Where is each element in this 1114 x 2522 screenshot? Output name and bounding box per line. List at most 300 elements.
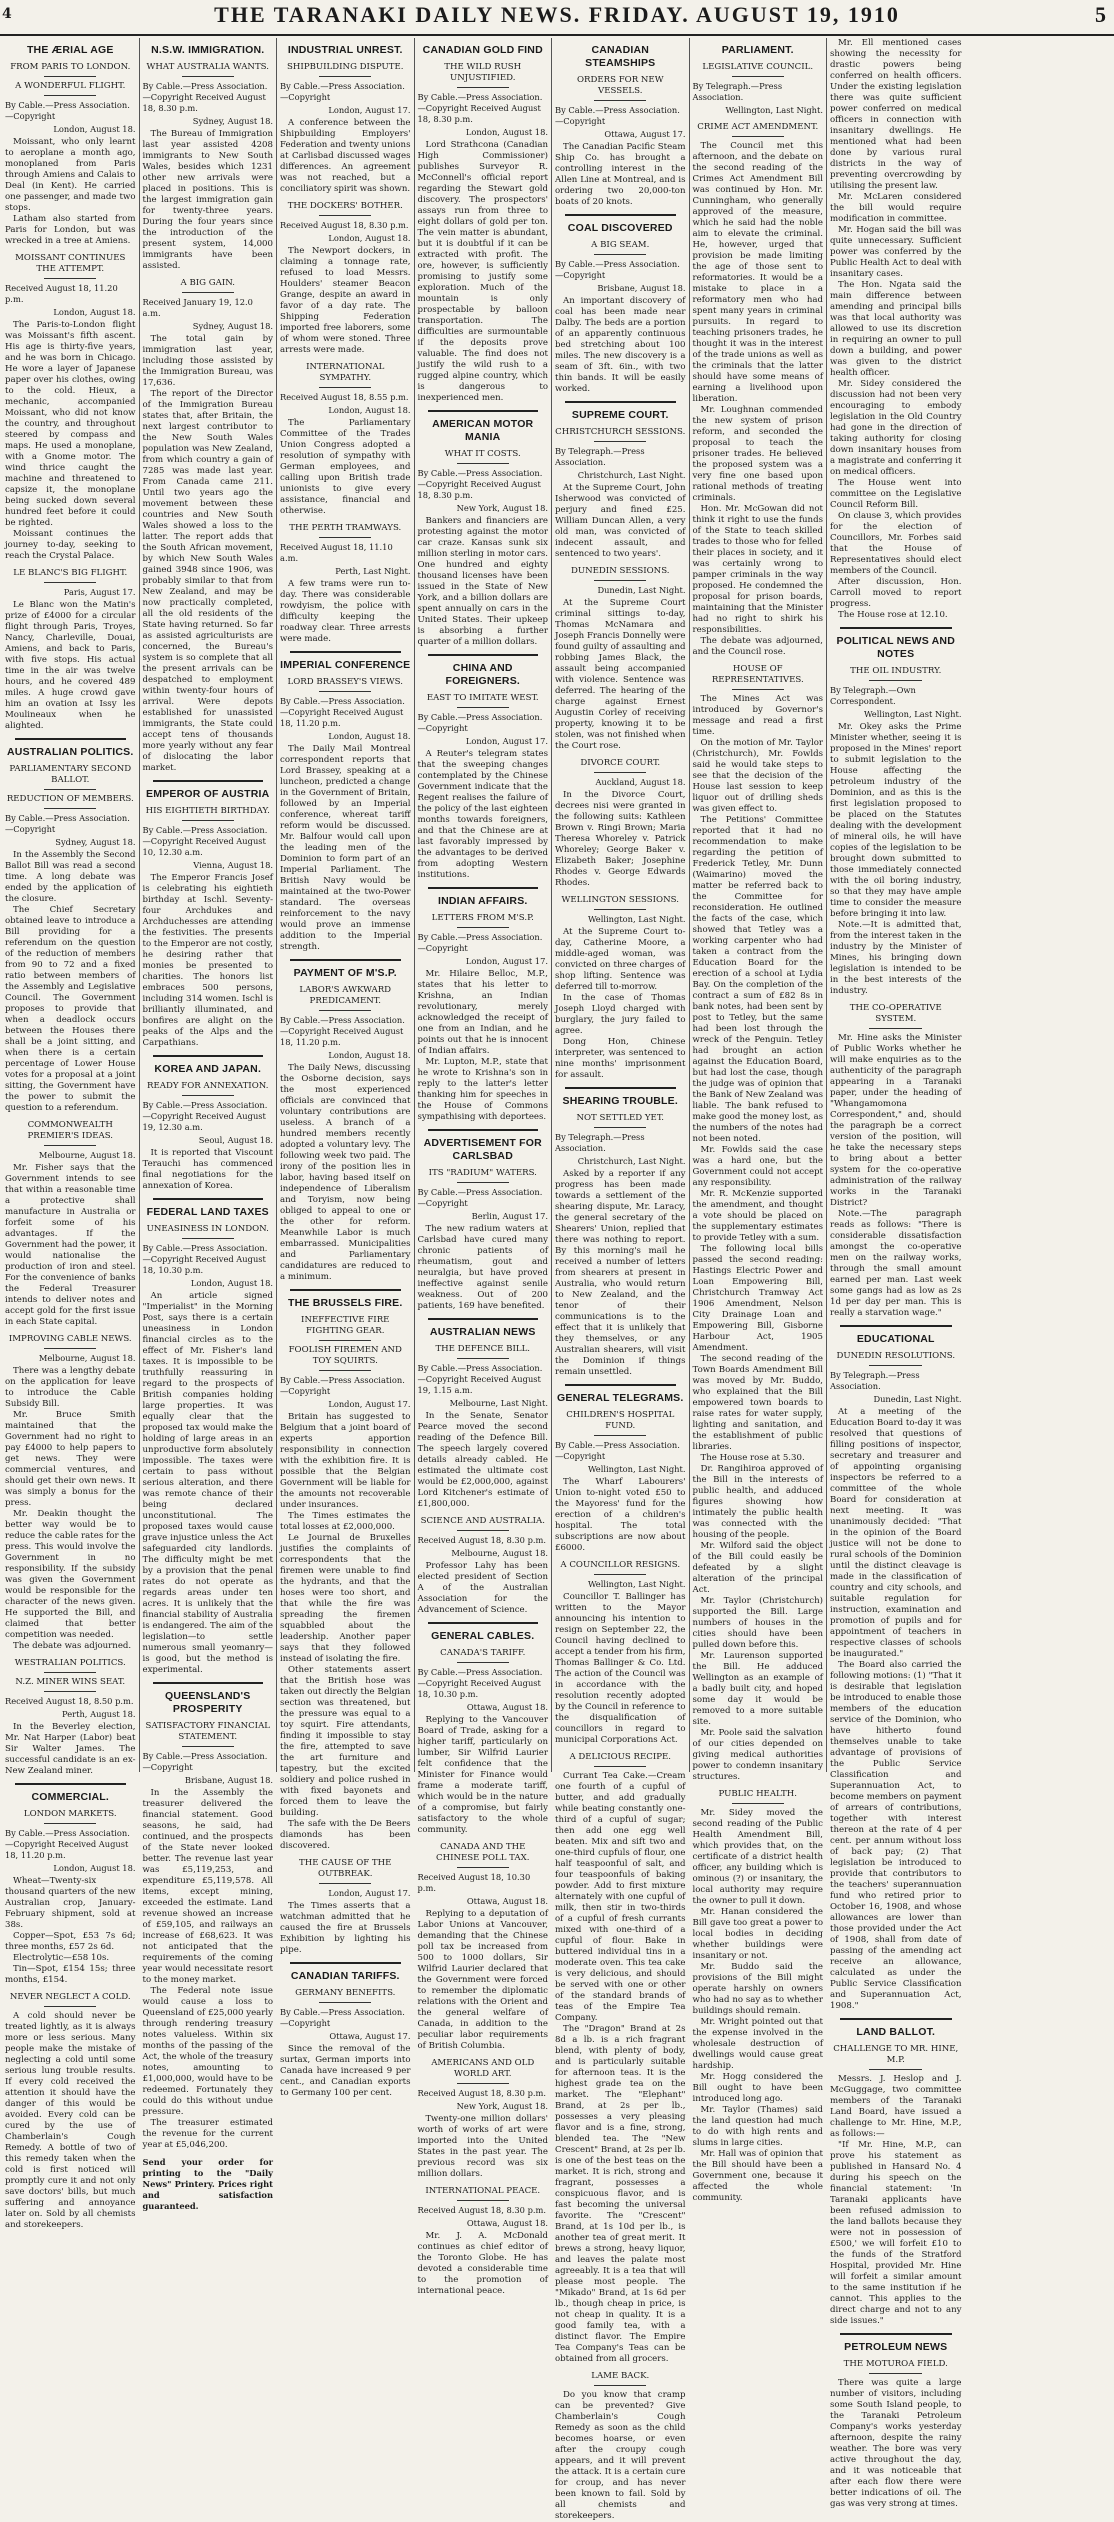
article-byline: By Cable.—Press Association.—Copyright Received August 18, 8.30 p.m.	[417, 468, 543, 500]
article-paragraph: Electrolytic—£58 10s.	[13, 1953, 110, 1963]
article-paragraph: Note.—The paragraph reads as follows: "There is considerable dissatisfaction amongst the co-operative men on the railway works, through the small amount earned per man. Last week some gangs had as low as 2s 1d per day per man. This is really a starvation wage."	[830, 1209, 962, 1318]
article-paragraph: Moissant, who only learnt to aeroplane a month ago, monoplaned from Paris through Amiens and Calais to Deal (in Kent). He carried one passenger, and made two stops.	[5, 137, 136, 213]
article-byline: By Cable.—Press Association.—Copyright Received August 18, 8.30 p.m.	[142, 81, 268, 113]
article-subheading: FOOLISH FIREMEN AND TOY SQUIRTS.	[288, 1345, 402, 1366]
article-subheading: DIVORCE COURT.	[580, 758, 661, 768]
article-dateline: New York, August 18.	[456, 503, 548, 513]
article-paragraph: A cold should never be treated lightly, as it is always more or less serious. Many people make the mistake of neglecting a cold until some serious lung trouble results. If every cold received the attention it should have the danger of this would be avoided. Every cold can be cured by the use of Chamberlain's Cough Remedy. A bottle of two of this remedy taken when the cold is first noticed will promptly cure it and not only save doctors' bills, but much suffering and annoyance later on. Sold by all chemists and storekeepers.	[5, 2011, 136, 2230]
article-byline: Received August 18, 8.30 p.m.	[280, 220, 409, 230]
article-subheading: FROM PARIS TO LONDON.	[10, 62, 131, 72]
article-paragraph: Mr. R. McKenzie supported the amendment, and thought a vote should be placed on the supplementary estimates to provide Tetley with a sum.	[692, 1189, 823, 1243]
article-subheading: INTERNATIONAL PEACE.	[425, 2186, 541, 2196]
article-byline: By Cable.—Press Association.—Copyright	[5, 100, 130, 121]
subheading-rule	[457, 463, 509, 464]
subheading-rule	[44, 1823, 96, 1824]
article-paragraph: Britain has suggested to Belgium that a joint board of experts apportion responsibility in connection with the exhibition fire. It is possible that the Belgian Government will be liable for the amounts not recoverable under insurances.	[280, 1412, 411, 1510]
article-paragraph: Messrs. J. Heslop and J. McGuggage, two committee members of the Taranaki Land Board, have issued a challenge to Mr. Hine, M.P., as follows:—	[830, 2074, 962, 2139]
subheading-rule	[319, 1010, 371, 1011]
article-subheading: A BIG SEAM.	[591, 240, 650, 250]
article-subheading: THE CO-OPERATIVE SYSTEM.	[849, 1003, 942, 1024]
article-paragraph: The treasurer estimated the revenue for the current year at £5,046,200.	[142, 2118, 273, 2150]
article-paragraph: The "Dragon" Brand at 2s 8d a lb. is a rich fragrant blend, with plenty of body, and is particularly suitable for afternoon teas. It is the highest grade tea on the market. The "Elephant" Brand, at 2s per lb., possesses a very pleasing flavor and is a fine, strong, blended tea. The "New Crescent" Brand, at 2s per lb. is one of the best teas on the market. It is rich, strong and fragrant, possesses a conspicuous flavor, and is fast becoming the universal favorite. The "Crescent" Brand, at 1s 10d per lb., is another tea of great merit. It brews a strong, heavy liquor, and leaves the palate most agreeably. It is a tea that will please most people. The "Mikado" Brand, at 1s 6d per lb., though cheap in price, is not cheap in quality. It is a good family tea, with a distinct flavor. The Empire Tea Company's Teas can be obtained from all grocers.	[555, 2024, 686, 2364]
article-paragraph: Mr. Fisher says that the Government intends to see that within a reasonable time a protective shall manufacture in Australia or forfeit some of his advantages. If the Government had the power, it would nationalise the production of iron and steel. For the convenience of banks the Federal Treasurer intends to deliver notes and accept gold for the first issue in each State capital.	[5, 1163, 136, 1327]
subheading-rule	[182, 76, 234, 77]
article-headline: THE BRUSSELS FIRE.	[288, 1297, 403, 1309]
subheading-rule	[869, 680, 922, 681]
article-headline: IMPERIAL CONFERENCE	[280, 659, 411, 671]
subheading-rule	[182, 820, 234, 821]
article	[830, 627, 962, 997]
article	[5, 738, 136, 1114]
columns	[2, 38, 1110, 2521]
article-byline: By Cable.—Press Association.—Copyright	[280, 81, 405, 102]
article-dateline: Brisbane, August 18.	[184, 1775, 273, 1785]
article-paragraph: Mr. Okey asks the Prime Minister whether, seeing it is proposed in the Mines' report to submit legislation to the House affecting the petroleum industry of the Dominion, and as this is the first legislation proposed to be placed on the Statutes dealing with the development of mineral oils, he will have copies of the legislation to be brought down submitted to those immediately connected with the oil boring industry, so that they may have ample time to consider the measure before bringing it into law.	[830, 722, 962, 919]
article-headline: CHINA AND FOREIGNERS.	[445, 662, 521, 687]
article-byline: Received August 18, 8.50 p.m.	[5, 1696, 134, 1706]
article-byline: By Cable.—Press Association.—Copyright	[417, 932, 543, 953]
subheading-rule	[319, 387, 371, 388]
article-paragraph: At the Supreme Court, John Isherwood was convicted of perjury and fined £25. William Duncan Allen, a very old man, was convicted of indecent assault, and sentenced to two years'.	[555, 483, 686, 559]
article	[5, 568, 136, 732]
article-subheading: LAME BACK.	[591, 2371, 650, 2381]
article-subheading: THE DEFENCE BILL.	[435, 1344, 531, 1354]
article-dateline: London, August 17.	[328, 1888, 411, 1898]
subheading-rule	[457, 1662, 509, 1663]
article-dateline: London, August 18.	[53, 307, 136, 317]
article-dateline: Christchurch, Last Night.	[577, 1156, 686, 1166]
article	[555, 214, 686, 395]
subheading-rule	[594, 772, 646, 773]
article-subheading: THE WILD RUSH UNJUSTIFIED.	[444, 62, 522, 83]
article	[143, 278, 274, 774]
article-paragraph: The House rose at 12.10.	[838, 610, 948, 620]
article-dateline: Wellington, Last Night.	[725, 105, 823, 115]
article-byline: By Cable.—Press Association.—Copyright	[280, 2007, 405, 2028]
article-byline: Received January 19, 12.0 a.m.	[142, 297, 253, 318]
subheading-rule	[44, 582, 96, 583]
article-dateline: Melbourne, August 18.	[38, 1353, 136, 1363]
news-column-5	[552, 38, 690, 2521]
article-paragraph: An article signed "Imperialist" in the Morning Post, says there is a certain uneasiness in London financial circles as to the effect of Mr. Fisher's land taxes. It is impossible to be truthfully reassuring in regard to the prospects of British companies holding large properties. It was equally clear that the proposed tax would make the holding of large areas in an unproductive form absolutely impossible. The taxes were certain to pass without serious alteration, and there was remote chance of their being declared unconstitutional. The proposed taxes would cause grave injustice unless the Act safeguarded city landlords. The difficulty might be met by a provision that the penal rates do not operate as regards areas under ten acres. It is unlikely that the financial stability of Australia is endangered. The aim of the legislation—to settle numerous small yeomanry—is good, but the method is experimental.	[142, 1291, 273, 1675]
article-subheading: SHIPBUILDING DISPUTE.	[287, 62, 404, 72]
article-paragraph: On the motion of Mr. Taylor (Christchurch), Mr. Fowlds said he would take steps to see that the decision of the House last session to keep liquor out of drilling sheds was given effect to.	[692, 738, 823, 814]
article-byline: By Cable.—Press Association.—Copyright Received August 10, 12.30 a.m.	[142, 825, 268, 857]
article-paragraph: Professor Lahy has been elected president of Section A of the Australian Association for the Advancement of Science.	[417, 1561, 548, 1615]
masthead	[0, 0, 1114, 36]
article-paragraph: Twenty-one million dollars' worth of works of art were imported into the United States in the past year. The previous record was six million dollars.	[417, 2114, 548, 2179]
article-subheading: PARLIAMENTARY SECOND BALLOT.	[9, 764, 132, 785]
article-paragraph: The Petitions' Committee reported that it had no recommendation to make regarding the petition of Frederick Tetley, Mr. Dunn (Waimarino) moved the matter be referred back to the Committee for reconsideration. He outlined the facts of the case, which showed that Tetley was a working carpenter who had taken a contract from the Education Board for the erection of a school at Lydia Bay. On the completion of the contract a sum of £82 8s in bank notes, had been sent by post to Tetley, but the same had been lost through the wreck of the Penguin. Tetley had brought an action against the Education Board, but had lost the case, though the judge was of opinion that the Bank of New Zealand was liable. The bank refused to make good the money lost, as the numbers of the notes had not been noted.	[692, 815, 823, 1144]
article-dateline: Sydney, August 18.	[192, 321, 273, 331]
subheading-rule	[457, 1530, 509, 1531]
subheading-rule	[594, 100, 646, 101]
article-paragraph: Mr. Deakin thought the better way would be to reduce the cable rates for the press. This would involve the Government in no responsibility. If the subsidy was given the Government would be responsible for the character of the news given. He supported the Bill, and claimed that better competition was needed.	[5, 1509, 136, 1640]
article-dateline: Berlin, August 17.	[471, 1211, 548, 1221]
article-headline: AUSTRALIAN POLITICS.	[7, 746, 134, 758]
article	[280, 38, 411, 195]
article-subheading: CHRISTCHURCH SESSIONS.	[555, 427, 686, 437]
article-byline: Received August 18, 11.20 p.m.	[5, 283, 118, 304]
article-headline: INDIAN AFFAIRS.	[437, 895, 528, 907]
article-paragraph: In the Assembly the Second Ballot Bill was read a second time. A long debate was ended by the application of the closure.	[5, 850, 136, 904]
article-dateline: London, August 18.	[328, 405, 411, 415]
article	[418, 654, 549, 881]
subheading-rule	[869, 2373, 922, 2374]
article	[555, 2371, 686, 2522]
article-paragraph: The debate was adjourned.	[13, 1641, 132, 1651]
article-headline: CANADIAN TARIFFS.	[290, 1970, 400, 1982]
article-subheading: LEGISLATIVE COUNCIL.	[702, 62, 814, 72]
news-column-2	[140, 38, 278, 2211]
article-paragraph: Le Blanc won the Matin's prize of £4000 for a circular flight through Paris, Troyes, Nancy, Charleville, Douai, Amiens, and back to Paris, with five stops. His actual time in the air was twelve hours, and he covered 489 miles. A huge crowd gave him an ovation at Issy les Moulineaux when he alighted.	[5, 600, 136, 731]
article	[143, 1055, 274, 1192]
article	[830, 2333, 962, 2510]
article-byline: By Cable.—Press Association.—Copyright	[417, 712, 543, 733]
article-paragraph: Mr. Bruce Smith maintained that the Government had no right to pay £4000 to help papers to get news. They were commercial ventures, and should get their own news. It was simply a bonus for the press.	[5, 1410, 136, 1508]
article-paragraph: Mr. Wilford said the object of the Bill could easily be defeated by a slight alteration of the principal Act.	[692, 1541, 823, 1595]
article	[5, 1334, 136, 1652]
article	[830, 1325, 962, 2012]
article-paragraph: The Mines Act was introduced by Governor's message and read a first time.	[692, 694, 823, 737]
article-dateline: Wellington, Last Night.	[587, 1464, 686, 1474]
article-subheading: ITS "RADIUM" WATERS.	[428, 1168, 537, 1178]
article-headline: COMMERCIAL.	[31, 1791, 109, 1803]
article-subheading: PUBLIC HEALTH.	[718, 1789, 798, 1799]
subheading-rule	[182, 1238, 234, 1239]
article-paragraph: The House went into committee on the Legislative Council Reform Bill.	[830, 478, 962, 510]
article-subheading: NEVER NEGLECT A COLD.	[9, 1992, 131, 2002]
article	[418, 1516, 549, 1616]
article-headline: THE ÆRIAL AGE	[26, 44, 114, 56]
article-paragraph: A few trams were run to-day. There was considerable rowdyism, the police with difficulty keeping the roadway clear. Three arrests were made.	[280, 579, 411, 644]
article-dateline: Ottawa, August 17.	[604, 129, 686, 139]
article-dateline: Melbourne, August 18.	[38, 1150, 136, 1160]
article	[5, 1992, 136, 2231]
article-paragraph: A conference between the Shipbuilding Employers' Federation and twenty unions at Carlisbad discussed wages differences. An agreement was not reached, but a conciliatory spirit was shown.	[280, 118, 411, 194]
article-dateline: Wellington, Last Night.	[587, 914, 686, 924]
article	[418, 1622, 549, 1836]
subheading-rule	[319, 537, 371, 538]
subheading-rule	[869, 2069, 922, 2070]
article-headline: SUPREME COURT.	[571, 409, 669, 421]
article-paragraph: Mr. Taylor (Thames) said the land question had much to do with high rents and slums in large cities.	[692, 2105, 823, 2148]
subheading-rule	[457, 707, 509, 708]
article-subheading: A DELICIOUS RECIPE.	[569, 1752, 672, 1762]
article-headline: N.S.W. IMMIGRATION.	[151, 44, 265, 56]
article-byline: By Cable.—Press Association.—Copyright	[142, 1751, 268, 1772]
subheading-rule	[44, 1348, 96, 1349]
article-paragraph: Mr. Taylor (Christchurch) supported the Bill. Large numbers of houses in the cities should have been pulled down before this.	[692, 1596, 823, 1650]
article-subheading: LETTERS FROM M'S.P.	[431, 913, 534, 923]
article-paragraph: Mr. Loughnan commended the new system of prison reform, and seconded the proposal to teach the prisoner trades. He believed the proposed system was a very fine one based upon rational methods of treating criminals.	[692, 405, 823, 503]
article-subheading: MOISSANT CONTINUES THE ATTEMPT.	[15, 253, 126, 274]
article-dateline: London, August 18.	[328, 1050, 411, 1060]
article-paragraph: Mr. Hilaire Belloc, M.P., states that his letter to Krishna, an Indian revolutionary, merely acknowledged the receipt of one from an Indian, and he points out that he is innocent of Indian affairs.	[417, 969, 548, 1056]
subheading-rule	[44, 278, 96, 279]
article-subheading: READY FOR ANNEXATION.	[147, 1081, 269, 1091]
article-paragraph: Mr. Fowlds said the case was a hard one, but the Government could not accept any responsibility.	[692, 1145, 823, 1188]
article-headline: EMPEROR OF AUSTRIA	[146, 788, 270, 800]
article-paragraph: The safe with the De Beers diamonds has been discovered.	[280, 1819, 411, 1851]
article	[418, 1318, 549, 1510]
article-headline: PETROLEUM NEWS	[844, 2341, 948, 2353]
article-subheading: SCIENCE AND AUSTRALIA.	[420, 1516, 545, 1526]
article-headline: AUSTRALIAN NEWS	[429, 1326, 536, 1338]
article-paragraph: Tin—Spot, £154 15s; three months, £154.	[5, 1964, 136, 1985]
article-subheading: A WONDERFUL FLIGHT.	[15, 81, 126, 91]
article	[280, 362, 411, 517]
article-byline: By Cable.—Press Association.—Copyright	[417, 1187, 543, 1208]
masthead-corner-mark: 4	[2, 6, 12, 22]
article	[555, 401, 686, 560]
article	[555, 1384, 686, 1554]
article-byline: By Cable.—Press Association.—Copyright	[555, 105, 680, 126]
article-subheading: EAST TO IMITATE WEST.	[426, 693, 539, 703]
article-byline: By Telegraph.—Press Association.	[555, 446, 645, 467]
article-byline: Received August 18, 10.30 p.m.	[417, 1872, 531, 1893]
article	[280, 1858, 411, 1956]
article-paragraph: At the Supreme Court criminal sittings to-day, Thomas McNamara and Joseph Francis Donnelly were found guilty of assaulting and robbing James Black, the assault being accompanied with violence. Sentence was deferred. The hearing of the charge against Ernest Augustin Corley of receiving property, knowing it to be stolen, was not finished when the Court rose.	[555, 598, 686, 751]
article-paragraph: The Daily News, discussing the Osborne decision, says the most experienced officials are convinced that voluntary contributions are useless. A branch of a hundred members recently adopted a voluntary levy. The following week two paid. The irony of the position lies in labor, having based itself on independence of Liberalism and Toryism, now being obliged to appeal to one or the other for reform. Meanwhile Labor is much embarrassed. Municipalities and Parliamentary candidatures are reduced to a minimum.	[280, 1063, 411, 1282]
article-dateline: Ottawa, August 18.	[466, 1896, 548, 1906]
article	[555, 1752, 686, 2365]
article-dateline: Dunedin, Last Night.	[597, 585, 686, 595]
subheading-rule	[732, 136, 784, 137]
article-dateline: Brisbane, August 18.	[597, 283, 686, 293]
article-subheading: THE CAUSE OF THE OUTBREAK.	[299, 1858, 392, 1879]
subheading-rule	[44, 808, 96, 809]
article-paragraph: The Times estimates the total losses at £2,000,000.	[280, 1511, 411, 1532]
article	[830, 1003, 962, 1319]
article-paragraph: Latham also started from Paris for London, but was wrecked in a tree at Amiens.	[5, 214, 136, 246]
article-subheading: LABOR'S AWKWARD PREDICAMENT.	[299, 985, 392, 1006]
article-dateline: London, August 18.	[53, 1863, 136, 1873]
article-subheading: NOT SETTLED YET.	[576, 1113, 665, 1123]
article-paragraph: Do you know that cramp can be prevented? Give Chamberlain's Cough Remedy as soon as the child becomes hoarse, or even after the croupy cough appears, and it will prevent the attack. It is a certain cure for croup, and has never been known to fail. Sold by all chemists and storekeepers.	[555, 2390, 686, 2521]
article-dateline: Seoul, August 18.	[198, 1135, 273, 1145]
subheading-rule	[594, 580, 646, 581]
article	[555, 38, 686, 208]
article-subheading: COMMONWEALTH PREMIER'S IDEAS.	[27, 1120, 114, 1141]
subheading-rule	[44, 2006, 96, 2007]
article-paragraph: Mr. Hanan considered the Bill gave too great a power to local bodies in deciding whether buildings were insanitary or not.	[692, 1907, 823, 1961]
article	[830, 2018, 962, 2327]
news-column-3	[277, 38, 415, 2098]
article-dateline: Dunedin, Last Night.	[873, 1394, 962, 1404]
article-dateline: Ottawa, August 18.	[466, 1702, 548, 1712]
article	[418, 38, 549, 404]
article-byline: Received August 18, 11.10 a.m.	[280, 542, 393, 563]
article-paragraph: Bankers and financiers are protesting against the motor car craze. Kansas sunk six million sterling in motor cars. One hundred and eighty thousand licenses have been issued in the State of New York, and a billion dollars are spent annually on cars in the United States. Their upkeep is absorbing a further quarter of a million dollars.	[417, 516, 548, 647]
subheading-rule	[182, 292, 234, 293]
article-byline: By Cable.—Press Association.—Copyright Received August 18, 11.20 p.m.	[280, 696, 405, 728]
article-byline: By Telegraph.—Own Correspondent.	[830, 685, 916, 706]
article-dateline: Wellington, Last Night.	[587, 1579, 686, 1589]
article-headline: GENERAL CABLES.	[431, 1630, 535, 1642]
article-subheading: N.Z. MINER WINS SEAT.	[15, 1677, 126, 1687]
article	[280, 959, 411, 1283]
article-paragraph: In the Beverley election, Mr. Nat Harper (Labor) beat Sir Walter James. The successful candidate is an ex-New Zealand miner.	[5, 1722, 136, 1776]
article-headline: PAYMENT OF M'S.P.	[293, 967, 397, 979]
article-paragraph: Mr. Hogg considered the Bill ought to have been introduced long ago.	[692, 2072, 823, 2104]
article-byline: By Cable.—Press Association.—Copyright Received August 18, 11.20 p.m.	[5, 1828, 130, 1860]
article-paragraph: The Wharf Labourers' Union to-night voted £50 to the Mayoress' fund for the erection of a children's hospital. The total subscriptions are now about £6000.	[555, 1477, 686, 1553]
article-subheading: CHALLENGE TO MR. HINE, M.P.	[833, 2044, 959, 2065]
article	[555, 1087, 686, 1378]
article	[280, 1962, 411, 2099]
article-subheading: INEFFECTIVE FIRE FIGHTING GEAR.	[301, 1315, 390, 1336]
article-headline: EDUCATIONAL	[856, 1333, 935, 1345]
article-paragraph: Mr. Sidey moved the second reading of the Public Health Amendment Bill, which provides that, on the certificate of a district health officer, any building which is ominous (?) or insanitary, the local authority may require the owner to pull it down.	[692, 1808, 823, 1906]
article	[280, 651, 411, 953]
article	[5, 1783, 136, 1986]
article-dateline: Vienna, August 18.	[193, 860, 273, 870]
subheading-rule	[732, 1803, 784, 1804]
masthead-title: THE TARANAKI DAILY NEWS. FRIDAY. AUGUST 19, 1910	[214, 2, 900, 27]
article-paragraph: Dong Hon, Chinese interpreter, was sentenced to nine months' imprisonment for assault.	[555, 1037, 686, 1080]
subheading-rule	[457, 927, 509, 928]
article-paragraph: At the Supreme Court to-day, Catherine Moore, a middle-aged woman, was convicted on three charges of shop lifting. Sentence was deferred till to-morrow.	[555, 927, 686, 992]
article-paragraph: A Reuter's telegram states that the sweeping changes contemplated by the Chinese Government indicate that the Regent realises the failure of the policy of the last eighteen months towards foreigners, and that the Chinese are at last favorably impressed by the advantages to be derived from adopting Western institutions.	[417, 749, 548, 880]
article	[143, 1198, 274, 1676]
article-paragraph: Replying to a deputation of Labor Unions at Vancouver, demanding that the Chinese poll tax be increased from 500 to 1000 dollars, Sir Wilfrid Laurier declared that the Government were forced to remember the diplomatic relations with the Orient and the general welfare of Canada, in addition to the peculiar labor requirements of British Columbia.	[417, 1909, 548, 2051]
subheading-rule	[319, 1883, 371, 1884]
article-paragraph: The Daily Mail Montreal correspondent reports that Lord Brassey, speaking at a luncheon, predicted a change in the Government of Britain, followed by an Imperial conference, whereat tariff reform would be discussed. Mr. Balfour would call upon the leading men of the Dominion to form part of an Imperial Parliament. The British Navy would be maintained at the two-Power standard. The overseas reinforcement to the navy would prove an immense addition to the Imperial strength.	[280, 744, 411, 952]
article-dateline: London, August 18.	[328, 233, 411, 243]
article	[143, 780, 274, 1049]
article-dateline: Ottawa, August 18.	[466, 2218, 548, 2228]
article	[555, 758, 686, 889]
subheading-rule	[44, 76, 96, 77]
article-byline: By Cable.—Press Association.—Copyright	[555, 259, 680, 280]
article	[418, 2186, 549, 2297]
article-dateline: Christchurch, Last Night.	[577, 470, 686, 480]
article-paragraph: In the Senate, Senator Pearce moved the second reading of the Defence Bill. The speech largely covered details already cabled. He estimated the ultimate cost would be £2,000,000, against Lord Kitchener's estimate of £1,800,000.	[417, 1411, 548, 1509]
article-subheading: DUNEDIN SESSIONS.	[570, 566, 670, 576]
article-subheading: WELLINGTON SESSIONS.	[561, 895, 679, 905]
article-paragraph: Copper—Spot, £53 7s 6d; three months, £57 2s 6d.	[5, 1931, 136, 1952]
article-dateline: New York, August 18.	[456, 2101, 548, 2111]
article-paragraph: Mr. Lupton, M.P., state that he wrote to Krishna's son in reply to the latter's letter thanking him for speeches in the House of Commons sympathising with deportees.	[417, 1057, 548, 1122]
article-dateline: London, August 17.	[465, 736, 548, 746]
subheading-rule	[319, 215, 371, 216]
article-byline: By Cable.—Press Association.—Copyright Received August 19, 1.15 a.m.	[417, 1363, 543, 1395]
news-column-1	[2, 38, 140, 2230]
article-paragraph: The Hon. Ngata said the main difference between amending and principal bills was that local authority was allowed to use its discretion in requiring an owner to pull down a building, and power was given to the district health officer.	[830, 280, 962, 378]
article-headline: AMERICAN MOTOR MANIA	[432, 418, 534, 443]
article-subheading: THE OIL INDUSTRY.	[850, 666, 942, 676]
article-subheading: INTERNATIONAL SYMPATHY.	[306, 362, 385, 383]
article-headline: CANADIAN GOLD FIND	[422, 44, 543, 56]
subheading-rule	[44, 1691, 96, 1692]
article-headline: INDUSTRIAL UNREST.	[287, 44, 403, 56]
article-paragraph: Councillor T. Ballinger has written to the Mayor announcing his intention to resign on September 22, the Council having declined to accept a tender from his firm, Thomas Ballinger & Co. Ltd. The action of the Council was in accordance with the resolution recently adopted by the Council in reference to the disqualification of councillors in regard to municipal Corporations Act.	[555, 1592, 686, 1745]
article-subheading: SATISFACTORY FINANCIAL STATEMENT.	[145, 1721, 270, 1742]
article-paragraph: There was quite a large number of visitors, including some South Island people, to the Taranaki Petroleum Company's works yesterday afternoon, despite the rainy weather. The bore was very active throughout the day, and it was noticeable that after each flow there were better indications of oil. The gas was very strong at times.	[830, 2378, 962, 2509]
article-paragraph: Mr. Wright pointed out that the expense involved in the wholesale destruction of dwellings would cause great hardship.	[692, 2017, 823, 2071]
article	[418, 1129, 549, 1312]
article-paragraph: Le Journal de Bruxelles justifies the complaints of correspondents that the firemen were unable to find the hydrants, and that the hoses were too short, and that while the fire was spreading the firemen squabbled about the leadership. Another paper says that they followed instead of isolating the fire.	[280, 1533, 411, 1664]
article-subheading: WHAT IT COSTS.	[444, 449, 521, 459]
article-headline: CANADIAN STEAMSHIPS	[585, 44, 656, 69]
subheading-rule	[319, 1370, 371, 1371]
article	[830, 38, 962, 621]
article-headline: COAL DISCOVERED	[567, 222, 673, 234]
article-paragraph: Note.—It is admitted that, from the interest taken in the industry by the Minister of Mines, his bringing down legislation is intended to be in the best interests of the industry.	[830, 920, 962, 996]
article-subheading: WESTRALIAN POLITICS.	[14, 1658, 126, 1668]
article-paragraph: Since the removal of the surtax, German imports into Canada have increased 9 per cent., and Canadian exports to Germany 100 per cent.	[280, 2044, 411, 2098]
article-paragraph: The Federal note issue would cause a loss to Queensland of £25,000 yearly through rendering treasury notes valueless. Within six months of the passing of the Act, the whole of the treasury notes, amounting to £1,000,000, would have to be redeemed. Fortunately they could do this without undue pressure.	[142, 1986, 273, 2117]
article-paragraph: The Newport dockers, in claiming a tonnage rate, refused to load Messrs. Houlders' steamer Beacon Grange, despite an award in favor of a day rate. The Shipping Federation imported free laborers, some of whom were stoned. Three arrests were made.	[280, 246, 411, 355]
article-byline: Received August 18, 8.55 p.m.	[280, 392, 409, 402]
subheading-rule	[44, 1145, 96, 1146]
article-dateline: Melbourne, August 18.	[451, 1548, 548, 1558]
article-subheading: A BIG GAIN.	[180, 278, 235, 288]
subheading-rule	[44, 1672, 96, 1673]
article-paragraph: Replying to the Vancouver Board of Trade, asking for a higher tariff, particularly on lumber, Sir Wilfrid Laurier felt confidence that the Minister for Finance would frame a moderate tariff, which would be in the nature of a compromise, but fairly satisfactory to the whole community.	[417, 1715, 548, 1835]
article-byline: By Cable.—Press Association.—Copyright Received August 18, 8.30 p.m.	[417, 92, 543, 124]
article	[418, 2058, 549, 2180]
article-subheading: THE MOTUROA FIELD.	[843, 2359, 948, 2369]
article-dateline: London, August 18.	[465, 127, 548, 137]
article-dateline: London, August 17.	[328, 105, 411, 115]
subheading-rule	[44, 789, 96, 790]
article-paragraph: Mr. Hall was of opinion that the Bill should have been a Government one, because it affected the whole community.	[692, 2149, 823, 2203]
subheading-rule	[182, 1746, 234, 1747]
subheading-rule	[594, 1574, 646, 1575]
subheading-rule	[594, 254, 646, 255]
article-paragraph: Mr. Buddo said the provisions of the Bill might operate harshly on owners who had no say as to whether buildings should remain.	[692, 1962, 823, 2016]
article-byline: By Telegraph.—Press Association.	[692, 81, 783, 102]
article-byline: Received August 18, 8.30 p.m.	[417, 2205, 547, 2215]
article-dateline: Melbourne, Last Night.	[449, 1398, 548, 1408]
article	[418, 1842, 549, 2052]
article-paragraph: Mr. Hogan said the bill was quite unnecessary. Sufficient power was conferred by the Public Health Act to deal with insanitary cases.	[830, 225, 962, 279]
subheading-rule	[457, 87, 509, 88]
subheading-rule	[869, 1028, 922, 1029]
article-subheading: WHAT AUSTRALIA WANTS.	[146, 62, 269, 72]
article-subheading: LONDON MARKETS.	[23, 1809, 117, 1819]
article-paragraph: The total gain by immigration last year, including those assisted by the Immigration Bureau, was 17,636.	[142, 334, 273, 388]
article-paragraph: Currant Tea Cake.—Cream one fourth of a cupful of butter, and add gradually while beating constantly one-third of a cupful of sugar; then add one egg well beaten. Mix and sift two and one-third cupfuls of flour, one half teaspoonful of salt, and four teaspoonfuls of baking powder. Add to first mixture alternately with one cupful of milk, then stir in two-thirds of a cupful of fresh currants mixed with one-third of a cupful of flour. Bake in buttered individual tins in a moderate oven. This tea cake is very delicious, and should be served with one or other of the standard brands of teas of the Empire Tea Company.	[555, 1771, 686, 2023]
article-paragraph: The Parliamentary Committee of the Trades Union Congress adopted a resolution of sympathy with German employees, and calling upon British trade unionists to give every assistance, financial and otherwise.	[280, 418, 411, 516]
subheading-rule	[182, 1095, 234, 1096]
article-paragraph: Asked by a reporter if any progress has been made towards a settlement of the shearing dispute, Mr. Laracy, the general secretary of the Shearers' Union, replied that there was nothing to report. By this morning's mail he received a number of letters from shearers at present in Australia, who would return to New Zealand, and the tenor of their communications is to the effect that it is unlikely that they themselves, or any Australian shearers, will visit the Dominion if things remain unsettled.	[555, 1169, 686, 1377]
article-subheading: ORDERS FOR NEW VESSELS.	[576, 75, 664, 96]
article-dateline: Paris, August 17.	[63, 587, 136, 597]
article-paragraph: It is reported that Viscount Terauchi has commenced final negotiations for the annexation of Korea.	[142, 1148, 273, 1191]
article-paragraph: The second reading of the Town Boards Amendment Bill was moved by Mr. Buddo, who explained that the Bill empowered town boards to raise rates for water supply, lighting and sanitation, and the establishment of public libraries.	[692, 1354, 823, 1452]
subheading-rule	[732, 76, 784, 77]
article-paragraph: Mr. Poole said the salvation of our cities depended on giving medical authorities power to condemn insanitary structures.	[692, 1728, 823, 1782]
article-paragraph: On clause 3, which provides for the election of Councillors, Mr. Forbes said that the House of Representatives should elect members of the Council.	[830, 511, 962, 576]
article-paragraph: Other statements assert that the British hose was taken out directly the Belgian section was threatened, but the pressure was equal to a toy squirt. Fire attendants, finding it impossible to stay the fire, attempted to save the art furniture and tapestry, but the excited soldiery and police rushed in with fixed bayonets and forced them to leave the building.	[280, 1665, 411, 1818]
article	[418, 410, 549, 648]
article-headline: POLITICAL NEWS AND NOTES	[836, 635, 955, 660]
article-paragraph: Dr. Rangihiroa approved of the Bill in the interests of public health, and adduced figures showing how intimately the public health was connected with the housing of the people.	[692, 1464, 823, 1540]
article-paragraph: The Chief Secretary obtained leave to introduce a Bill providing for a referendum on the question of the reduction of members from 90 to 72 and a fixed ratio between members of the Assembly and Legislative Council. The Government proposes to provide that when a deadlock occurs between the Houses there shall be a joint sitting, and when there is a certain percentage of Lower House votes for a proposal at a joint sitting, the Government have the power to submit the question to a referendum.	[5, 905, 136, 1113]
article-paragraph: The House rose at 5.30.	[700, 1453, 805, 1463]
article	[280, 201, 411, 356]
article-headline: FEDERAL LAND TAXES	[146, 1206, 269, 1218]
article-paragraph: Mr. McLaren considered the bill would require modification in committee.	[830, 192, 962, 224]
article-subheading: THE DOCKERS' BOTHER.	[287, 201, 403, 211]
article-paragraph: The Emperor Francis Josef is celebrating his eightieth birthday at Ischl. Seventy-four Archdukes and Archduchesses are attending the festivities. The presents to the Emperor are not costly, he desiring rather that monies be presented to charities. The honors list embraces 500 persons, including 314 women. Ischl is brilliantly illuminated, and bonfires are alight on the peaks of the Alps and the Carpathians.	[142, 873, 273, 1048]
article-headline: SHEARING TROUBLE.	[562, 1095, 678, 1107]
article-paragraph: Hon. Mr. McGowan did not think it right to use the funds of the State to teach skilled trades to those who for felled their places in society, and it was certainly wrong to pamper criminals in the way proposed. He condemned the proposal for prison boards, maintaining that the Minister had no right to shirk his responsibilities.	[692, 504, 823, 635]
article-paragraph: In the Assembly the treasurer delivered the financial statement. Good seasons, he said, had continued, and the prospects of the State never looked better. The revenue last year was £5,119,253, and expenditure £5,119,578. All items, except mining, exceeded the estimate. Land revenue showed an increase of £59,105, and railways an increase of £68,623. It was not anticipated that the requirements of the coming year would necessitate resort to the money market.	[142, 1788, 273, 1985]
